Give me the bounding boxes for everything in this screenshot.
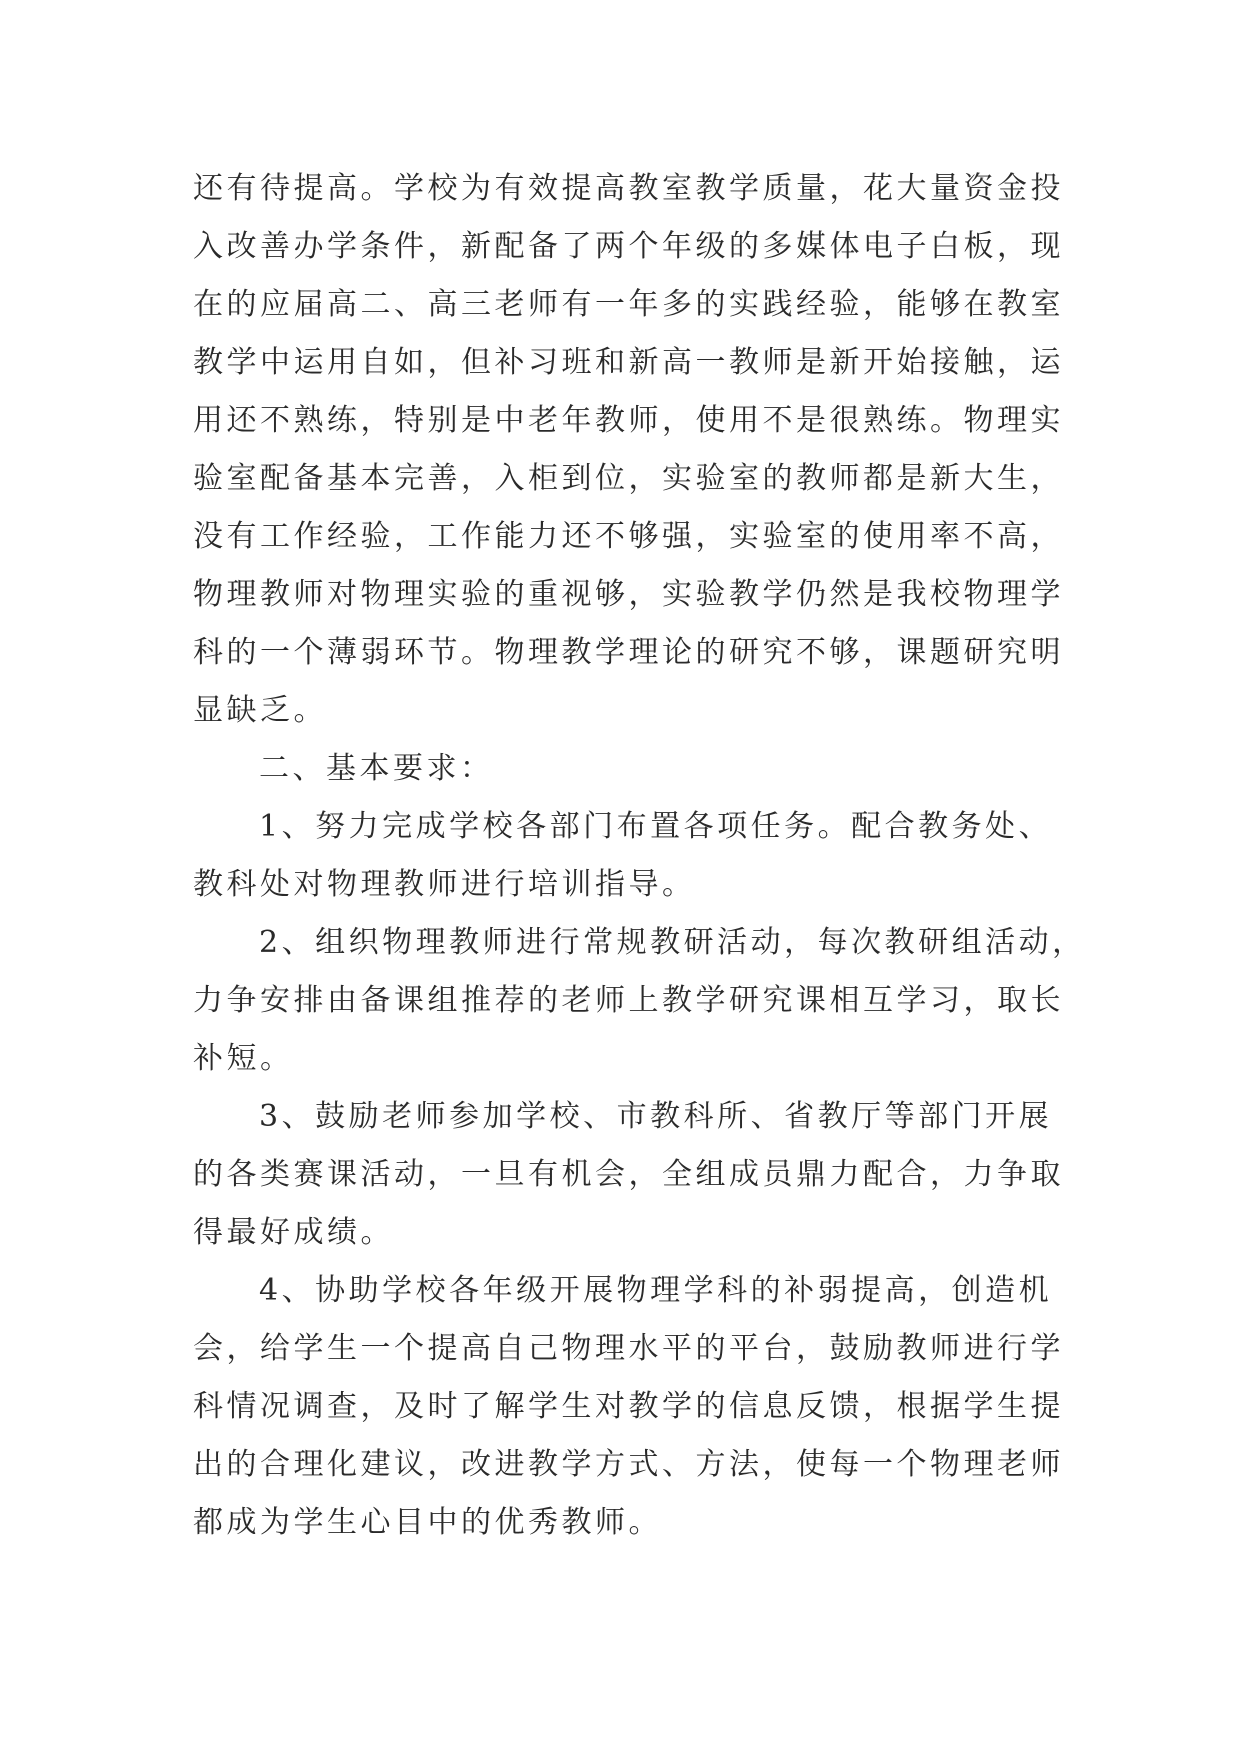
text-line: 入改善办学条件，新配备了两个年级的多媒体电子白板，现	[193, 229, 1064, 264]
list-item-4	[193, 1262, 1073, 1552]
text-line: 没有工作经验，工作能力还不够强，实验室的使用率不高，	[193, 519, 1064, 554]
text-line: 4、协助学校各年级开展物理学科的补弱提高，创造机	[259, 1273, 1053, 1308]
list-item-2	[193, 914, 1086, 1088]
text-line: 教科处对物理教师进行培训指导。	[193, 867, 696, 902]
text-line: 教学中运用自如，但补习班和新高一教师是新开始接触，运	[193, 345, 1064, 380]
text-line: 物理教师对物理实验的重视够，实验教学仍然是我校物理学	[193, 577, 1064, 612]
text-line: 会，给学生一个提高自己物理水平的平台，鼓励教师进行学	[193, 1331, 1064, 1366]
text-line: 得最好成绩。	[193, 1215, 394, 1250]
text-line: 验室配备基本完善，入柜到位，实验室的教师都是新大生，	[193, 461, 1064, 496]
text-line: 科的一个薄弱环节。物理教学理论的研究不够，课题研究明	[193, 635, 1064, 670]
text-line: 力争安排由备课组推荐的老师上教学研究课相互学习，取长	[193, 983, 1064, 1018]
text-line: 1、努力完成学校各部门布置各项任务。配合教务处、	[259, 809, 1053, 844]
paragraph-continued	[193, 160, 1073, 740]
text-line: 用还不熟练，特别是中老年教师，使用不是很熟练。物理实	[193, 403, 1064, 438]
text-line: 3、鼓励老师参加学校、市教科所、省教厅等部门开展	[259, 1099, 1053, 1134]
document-body	[193, 160, 1086, 1552]
list-item-1	[193, 798, 1073, 914]
text-line: 显缺乏。	[193, 693, 327, 728]
text-line: 补短。	[193, 1041, 294, 1076]
text-line: 出的合理化建议，改进教学方式、方法，使每一个物理老师	[193, 1447, 1064, 1482]
text-line: 的各类赛课活动，一旦有机会，全组成员鼎力配合，力争取	[193, 1157, 1064, 1192]
text-line: 在的应届高二、高三老师有一年多的实践经验，能够在教室	[193, 287, 1064, 322]
text-line: 2、组织物理教师进行常规教研活动，每次教研组活动，	[259, 925, 1086, 960]
text-line: 科情况调查，及时了解学生对教学的信息反馈，根据学生提	[193, 1389, 1064, 1424]
text-line: 都成为学生心目中的优秀教师。	[193, 1505, 662, 1540]
list-item-3	[193, 1088, 1073, 1262]
text-line: 还有待提高。学校为有效提高教室教学质量，花大量资金投	[193, 171, 1064, 206]
section-heading: 二、基本要求：	[259, 751, 494, 786]
